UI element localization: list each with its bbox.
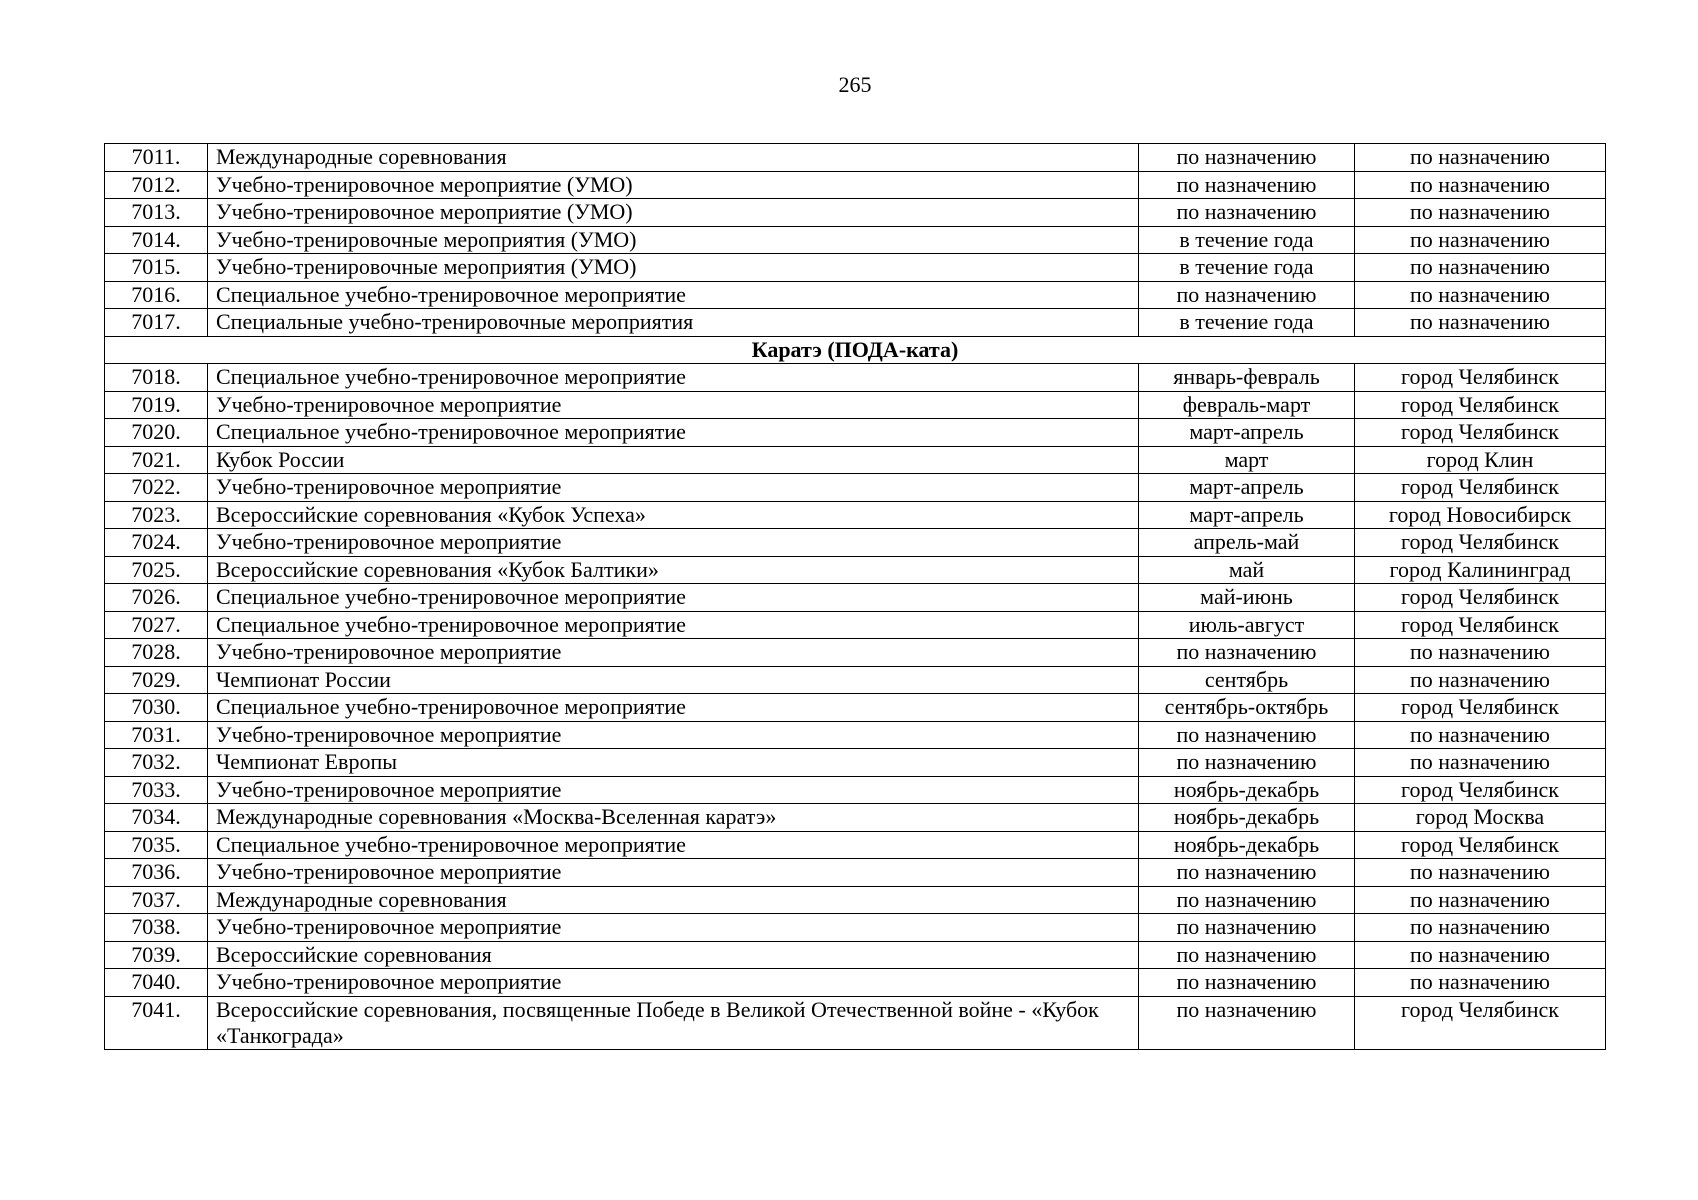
event-name-cell: Всероссийские соревнования «Кубок Успеха» <box>208 501 1139 529</box>
event-name-cell: Международные соревнования <box>208 886 1139 914</box>
event-place-cell: по назначению <box>1355 281 1606 309</box>
event-name-cell: Специальное учебно-тренировочное мероприятие <box>208 419 1139 447</box>
event-place-cell: по назначению <box>1355 886 1606 914</box>
event-date-cell: сентябрь <box>1139 666 1355 694</box>
row-number-cell: 7017. <box>105 309 208 337</box>
event-name-cell: Международные соревнования «Москва-Вселенная каратэ» <box>208 804 1139 832</box>
table-row <box>105 364 1606 392</box>
table-row <box>105 199 1606 227</box>
event-name-cell: Специальное учебно-тренировочное мероприятие <box>208 694 1139 722</box>
event-date-cell: по назначению <box>1139 199 1355 227</box>
event-name-cell: Учебно-тренировочное мероприятие <box>208 969 1139 997</box>
event-name-cell: Специальные учебно-тренировочные мероприятия <box>208 309 1139 337</box>
table-row <box>105 804 1606 832</box>
event-place-cell: город Москва <box>1355 804 1606 832</box>
event-date-cell: ноябрь-декабрь <box>1139 776 1355 804</box>
table-row <box>105 721 1606 749</box>
table-row <box>105 281 1606 309</box>
event-name-cell: Всероссийские соревнования, посвященные Победе в Великой Отечественной войне - «Кубок «Танкограда» <box>208 996 1139 1049</box>
event-place-cell: по назначению <box>1355 309 1606 337</box>
event-date-cell: март <box>1139 446 1355 474</box>
event-place-cell: по назначению <box>1355 666 1606 694</box>
table-row <box>105 914 1606 942</box>
event-date-cell: март-апрель <box>1139 501 1355 529</box>
event-place-cell: город Калининград <box>1355 556 1606 584</box>
row-number-cell: 7012. <box>105 171 208 199</box>
event-name-cell: Учебно-тренировочные мероприятия (УМО) <box>208 254 1139 282</box>
event-date-cell: июль-август <box>1139 611 1355 639</box>
event-place-cell: город Новосибирск <box>1355 501 1606 529</box>
section-header-row <box>105 336 1606 364</box>
event-date-cell: май-июнь <box>1139 584 1355 612</box>
event-name-cell: Учебно-тренировочное мероприятие <box>208 474 1139 502</box>
table-row <box>105 391 1606 419</box>
event-place-cell: по назначению <box>1355 749 1606 777</box>
table-row <box>105 529 1606 557</box>
table-row <box>105 941 1606 969</box>
table-row <box>105 226 1606 254</box>
event-place-cell: по назначению <box>1355 721 1606 749</box>
table-row <box>105 474 1606 502</box>
event-name-cell: Учебно-тренировочное мероприятие (УМО) <box>208 199 1139 227</box>
event-place-cell: город Клин <box>1355 446 1606 474</box>
event-place-cell: город Челябинск <box>1355 611 1606 639</box>
events-table-body-top <box>105 144 1606 337</box>
table-row <box>105 556 1606 584</box>
event-name-cell: Учебно-тренировочное мероприятие <box>208 391 1139 419</box>
event-name-cell: Специальное учебно-тренировочное мероприятие <box>208 364 1139 392</box>
table-row <box>105 859 1606 887</box>
row-number-cell: 7014. <box>105 226 208 254</box>
event-name-cell: Учебно-тренировочное мероприятие <box>208 529 1139 557</box>
event-name-cell: Всероссийские соревнования <box>208 941 1139 969</box>
row-number-cell: 7040. <box>105 969 208 997</box>
row-number-cell: 7036. <box>105 859 208 887</box>
event-place-cell: по назначению <box>1355 171 1606 199</box>
row-number-cell: 7041. <box>105 996 208 1049</box>
event-place-cell: по назначению <box>1355 199 1606 227</box>
row-number-cell: 7039. <box>105 941 208 969</box>
event-name-cell: Специальное учебно-тренировочное мероприятие <box>208 611 1139 639</box>
page-number: 265 <box>838 72 872 97</box>
row-number-cell: 7013. <box>105 199 208 227</box>
event-name-cell: Чемпионат Европы <box>208 749 1139 777</box>
event-date-cell: по назначению <box>1139 996 1355 1049</box>
table-row <box>105 446 1606 474</box>
row-number-cell: 7023. <box>105 501 208 529</box>
row-number-cell: 7028. <box>105 639 208 667</box>
event-name-cell: Специальное учебно-тренировочное мероприятие <box>208 831 1139 859</box>
table-row <box>105 584 1606 612</box>
event-date-cell: апрель-май <box>1139 529 1355 557</box>
row-number-cell: 7024. <box>105 529 208 557</box>
table-row <box>105 776 1606 804</box>
event-date-cell: февраль-март <box>1139 391 1355 419</box>
row-number-cell: 7032. <box>105 749 208 777</box>
row-number-cell: 7018. <box>105 364 208 392</box>
event-date-cell: ноябрь-декабрь <box>1139 831 1355 859</box>
row-number-cell: 7019. <box>105 391 208 419</box>
event-name-cell: Учебно-тренировочные мероприятия (УМО) <box>208 226 1139 254</box>
event-place-cell: по назначению <box>1355 254 1606 282</box>
event-name-cell: Специальное учебно-тренировочное мероприятие <box>208 281 1139 309</box>
row-number-cell: 7037. <box>105 886 208 914</box>
table-row <box>105 666 1606 694</box>
event-date-cell: по назначению <box>1139 171 1355 199</box>
event-name-cell: Всероссийские соревнования «Кубок Балтики» <box>208 556 1139 584</box>
event-date-cell: по назначению <box>1139 749 1355 777</box>
event-date-cell: январь-февраль <box>1139 364 1355 392</box>
event-name-cell: Учебно-тренировочное мероприятие <box>208 776 1139 804</box>
event-place-cell: город Челябинск <box>1355 391 1606 419</box>
event-date-cell: по назначению <box>1139 941 1355 969</box>
table-row <box>105 171 1606 199</box>
event-date-cell: по назначению <box>1139 969 1355 997</box>
event-name-cell: Чемпионат России <box>208 666 1139 694</box>
table-row <box>105 969 1606 997</box>
event-place-cell: по назначению <box>1355 144 1606 172</box>
event-date-cell: по назначению <box>1139 859 1355 887</box>
table-row <box>105 309 1606 337</box>
row-number-cell: 7021. <box>105 446 208 474</box>
row-number-cell: 7026. <box>105 584 208 612</box>
event-place-cell: по назначению <box>1355 969 1606 997</box>
table-row <box>105 419 1606 447</box>
event-date-cell: по назначению <box>1139 281 1355 309</box>
table-row <box>105 611 1606 639</box>
row-number-cell: 7029. <box>105 666 208 694</box>
section-header-group <box>105 336 1606 364</box>
row-number-cell: 7025. <box>105 556 208 584</box>
event-name-cell: Кубок России <box>208 446 1139 474</box>
event-place-cell: город Челябинск <box>1355 474 1606 502</box>
event-place-cell: город Челябинск <box>1355 694 1606 722</box>
events-table-body-bottom <box>105 364 1606 1050</box>
event-date-cell: в течение года <box>1139 309 1355 337</box>
row-number-cell: 7015. <box>105 254 208 282</box>
event-place-cell: по назначению <box>1355 859 1606 887</box>
table-row <box>105 254 1606 282</box>
event-date-cell: в течение года <box>1139 226 1355 254</box>
row-number-cell: 7035. <box>105 831 208 859</box>
event-name-cell: Учебно-тренировочное мероприятие <box>208 639 1139 667</box>
event-place-cell: город Челябинск <box>1355 996 1606 1049</box>
row-number-cell: 7027. <box>105 611 208 639</box>
table-row <box>105 501 1606 529</box>
table-row <box>105 749 1606 777</box>
row-number-cell: 7038. <box>105 914 208 942</box>
event-name-cell: Учебно-тренировочное мероприятие <box>208 721 1139 749</box>
row-number-cell: 7011. <box>105 144 208 172</box>
event-place-cell: по назначению <box>1355 941 1606 969</box>
table-row <box>105 996 1606 1049</box>
event-place-cell: город Челябинск <box>1355 529 1606 557</box>
event-place-cell: город Челябинск <box>1355 419 1606 447</box>
event-name-cell: Международные соревнования <box>208 144 1139 172</box>
event-date-cell: по назначению <box>1139 144 1355 172</box>
table-row <box>105 694 1606 722</box>
event-date-cell: сентябрь-октябрь <box>1139 694 1355 722</box>
event-place-cell: по назначению <box>1355 226 1606 254</box>
event-place-cell: по назначению <box>1355 639 1606 667</box>
event-place-cell: город Челябинск <box>1355 584 1606 612</box>
event-name-cell: Учебно-тренировочное мероприятие (УМО) <box>208 171 1139 199</box>
table-row <box>105 639 1606 667</box>
row-number-cell: 7020. <box>105 419 208 447</box>
event-date-cell: в течение года <box>1139 254 1355 282</box>
table-row <box>105 144 1606 172</box>
table-row <box>105 831 1606 859</box>
event-date-cell: март-апрель <box>1139 474 1355 502</box>
events-table <box>104 143 1606 1050</box>
row-number-cell: 7022. <box>105 474 208 502</box>
section-title: Каратэ (ПОДА-ката) <box>105 336 1606 364</box>
event-place-cell: по назначению <box>1355 914 1606 942</box>
event-date-cell: март-апрель <box>1139 419 1355 447</box>
event-name-cell: Учебно-тренировочное мероприятие <box>208 859 1139 887</box>
event-date-cell: по назначению <box>1139 639 1355 667</box>
row-number-cell: 7016. <box>105 281 208 309</box>
event-date-cell: ноябрь-декабрь <box>1139 804 1355 832</box>
event-place-cell: город Челябинск <box>1355 776 1606 804</box>
event-date-cell: по назначению <box>1139 721 1355 749</box>
event-name-cell: Специальное учебно-тренировочное мероприятие <box>208 584 1139 612</box>
event-name-cell: Учебно-тренировочное мероприятие <box>208 914 1139 942</box>
row-number-cell: 7030. <box>105 694 208 722</box>
event-place-cell: город Челябинск <box>1355 364 1606 392</box>
row-number-cell: 7033. <box>105 776 208 804</box>
event-place-cell: город Челябинск <box>1355 831 1606 859</box>
event-date-cell: май <box>1139 556 1355 584</box>
table-row <box>105 886 1606 914</box>
event-date-cell: по назначению <box>1139 886 1355 914</box>
row-number-cell: 7031. <box>105 721 208 749</box>
event-date-cell: по назначению <box>1139 914 1355 942</box>
row-number-cell: 7034. <box>105 804 208 832</box>
